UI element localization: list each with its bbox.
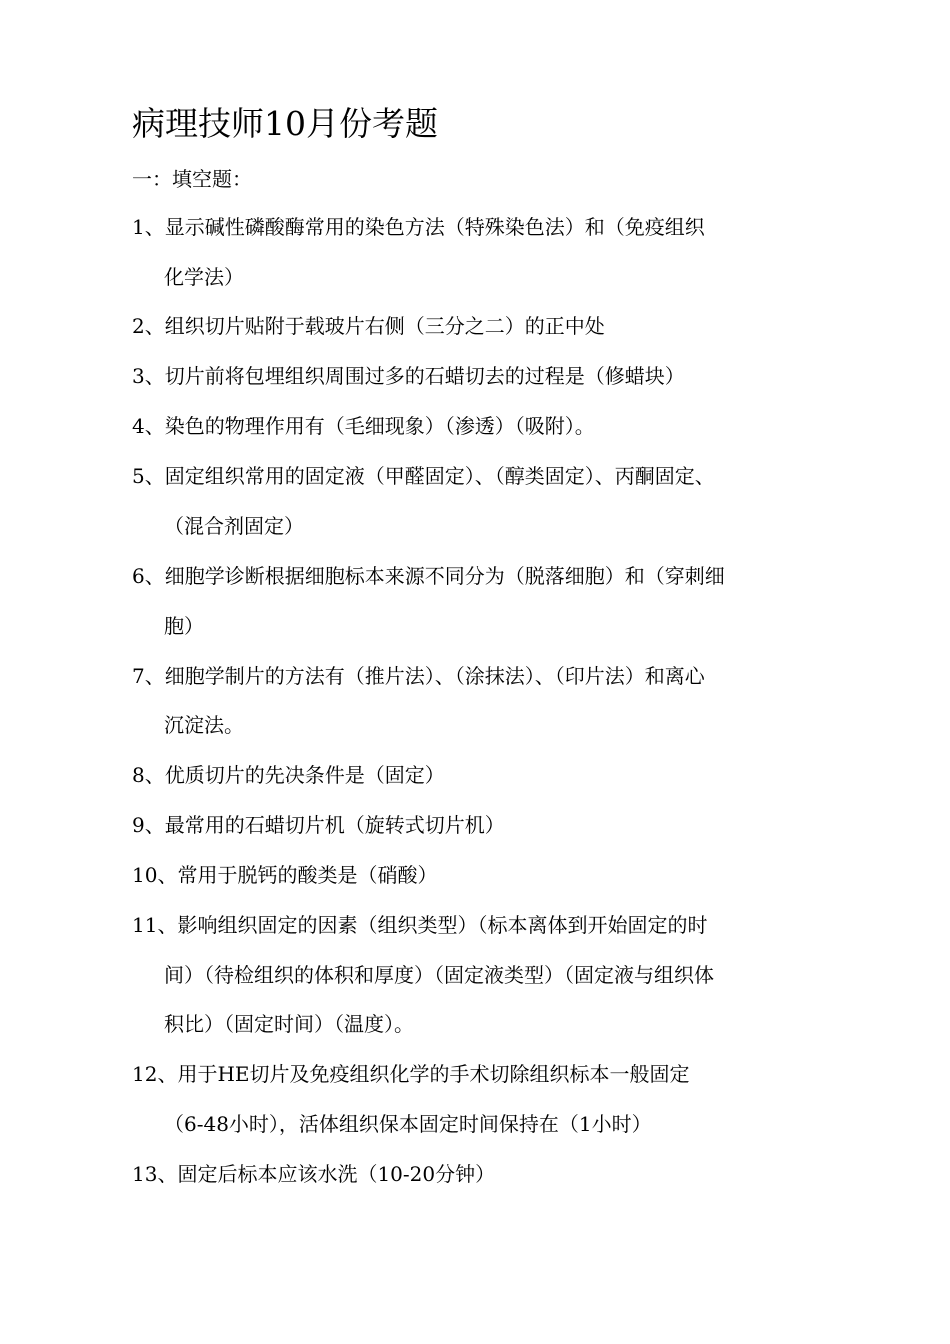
question-9: 9、最常用的石蜡切片机（旋转式切片机） (132, 813, 505, 837)
question-13: 13、固定后标本应该水洗（10-20分钟） (132, 1162, 496, 1186)
question-1-line-1: 1、显示碱性磷酸酶常用的染色方法（特殊染色法）和（免疫组织 (132, 215, 705, 239)
question-12-line-2: （6-48小时），活体组织保本固定时间保持在（1小时） (164, 1112, 652, 1136)
question-3: 3、切片前将包埋组织周围过多的石蜡切去的过程是（修蜡块） (132, 364, 685, 388)
question-8: 8、优质切片的先决条件是（固定） (132, 763, 445, 787)
question-6-line-2: 胞） (164, 614, 204, 638)
question-10: 10、常用于脱钙的酸类是（硝酸） (132, 863, 438, 887)
question-5-line-2: （混合剂固定） (164, 514, 304, 538)
question-7-line-1: 7、细胞学制片的方法有（推片法）、（涂抹法）、（印片法）和离心 (132, 664, 705, 688)
document-title: 病理技师10月份考题 (132, 104, 438, 143)
question-7-line-2: 沉淀法。 (164, 713, 244, 737)
question-2: 2、组织切片贴附于载玻片右侧（三分之二）的正中处 (132, 314, 605, 338)
question-1-line-2: 化学法） (164, 265, 244, 289)
question-4: 4、染色的物理作用有（毛细现象）（渗透）（吸附）。 (132, 414, 595, 438)
question-12-line-1: 12、用于HE切片及免疫组织化学的手术切除组织标本一般固定 (132, 1062, 690, 1086)
section-heading: 一：填空题： (132, 167, 252, 191)
question-6-line-1: 6、细胞学诊断根据细胞标本来源不同分为（脱落细胞）和（穿刺细 (132, 564, 725, 588)
question-11-line-1: 11、影响组织固定的因素（组织类型）（标本离体到开始固定的时 (132, 913, 708, 937)
question-11-line-2: 间）（待检组织的体积和厚度）（固定液类型）（固定液与组织体 (164, 963, 714, 987)
question-5-line-1: 5、固定组织常用的固定液（甲醛固定）、（醇类固定）、丙酮固定、 (132, 464, 715, 488)
question-11-line-3: 积比）（固定时间）（温度）。 (164, 1012, 414, 1036)
